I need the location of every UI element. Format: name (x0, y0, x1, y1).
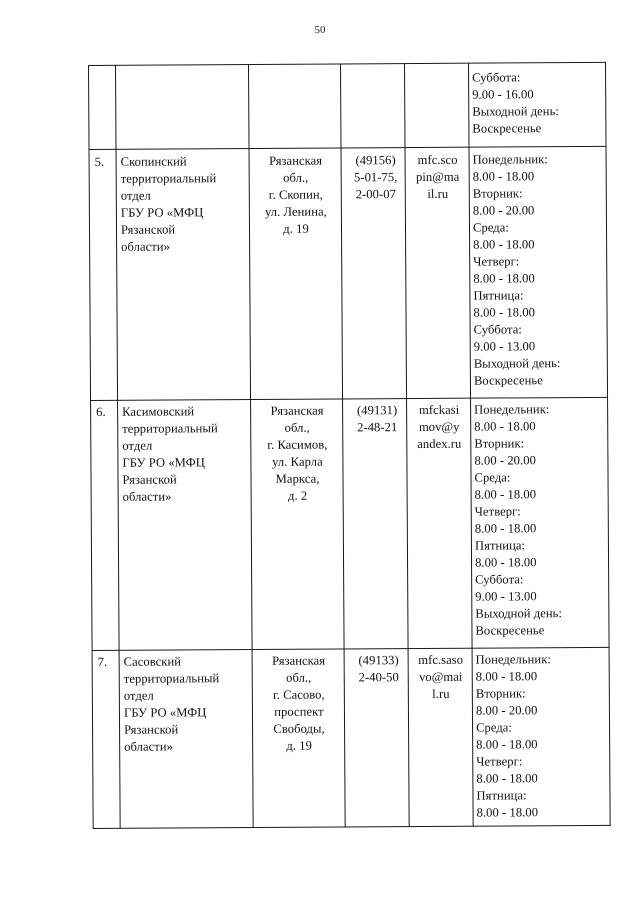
office-table (88, 62, 611, 829)
row-number: 7. (97, 654, 108, 669)
hours-cell: Понедельник: 8.00 - 18.00 Вторник: 8.00 - 20.00 Среда: 8.00 - 18.00 Четверг: 8.00 - 18.00 Пятница: 8.00 - 18.00 Суббота: 9.00 - 13.00 Выходной день: Воскресенье (472, 152, 561, 388)
office-email: mfc.saso vo@mai l.ru (418, 652, 464, 701)
row-number: 6. (96, 404, 106, 419)
table-rule (88, 62, 606, 66)
hours-cell: Понедельник: 8.00 - 18.00 Вторник: 8.00 - 20.00 Среда: 8.00 - 18.00 Четверг: 8.00 - 18.00 Пятница: 8.00 - 18.00 (475, 652, 551, 820)
hours-cell: Понедельник: 8.00 - 18.00 Вторник: 8.00 - 20.00 Среда: 8.00 - 18.00 Четверг: 8.00 - 18.00 Пятница: 8.00 - 18.00 Суббота: 9.00 - 13.00 Выходной день: Воскресенье (474, 402, 563, 638)
office-address: Рязанская обл., г. Касимов, ул. Карла Маркса, д. 2 (267, 403, 328, 503)
page-number: 50 (314, 24, 326, 36)
office-name: Сасовский территориальный отдел ГБУ РО «МФЦ Рязанской области» (123, 654, 220, 754)
office-address: Рязанская обл., г. Сасово, проспект Свободы, д. 19 (272, 653, 326, 753)
office-phone: (49133) 2-40-50 (358, 653, 399, 685)
office-phone: (49131) 2-48-21 (356, 403, 398, 435)
office-address: Рязанская обл., г. Скопин, ул. Ленина, д. 19 (264, 153, 327, 236)
office-name: Скопинский территориальный отдел ГБУ РО «МФЦ Рязанской области» (120, 154, 217, 254)
office-email: mfc.sco pin@ma il.ru (415, 152, 460, 201)
table-rule (93, 825, 611, 829)
row-number: 5. (94, 154, 105, 169)
hours-cell: Суббота: 9.00 - 16.00 Выходной день: Воскресенье (472, 70, 559, 136)
office-email: mfckasi mov@y andex.ru (417, 402, 462, 451)
office-name: Касимовский территориальный отдел ГБУ РО «МФЦ Рязанской области» (122, 404, 218, 504)
table-rule (88, 65, 94, 829)
office-phone: (49156) 5-01-75, 2-00-07 (353, 153, 398, 202)
table-rule (89, 146, 607, 150)
